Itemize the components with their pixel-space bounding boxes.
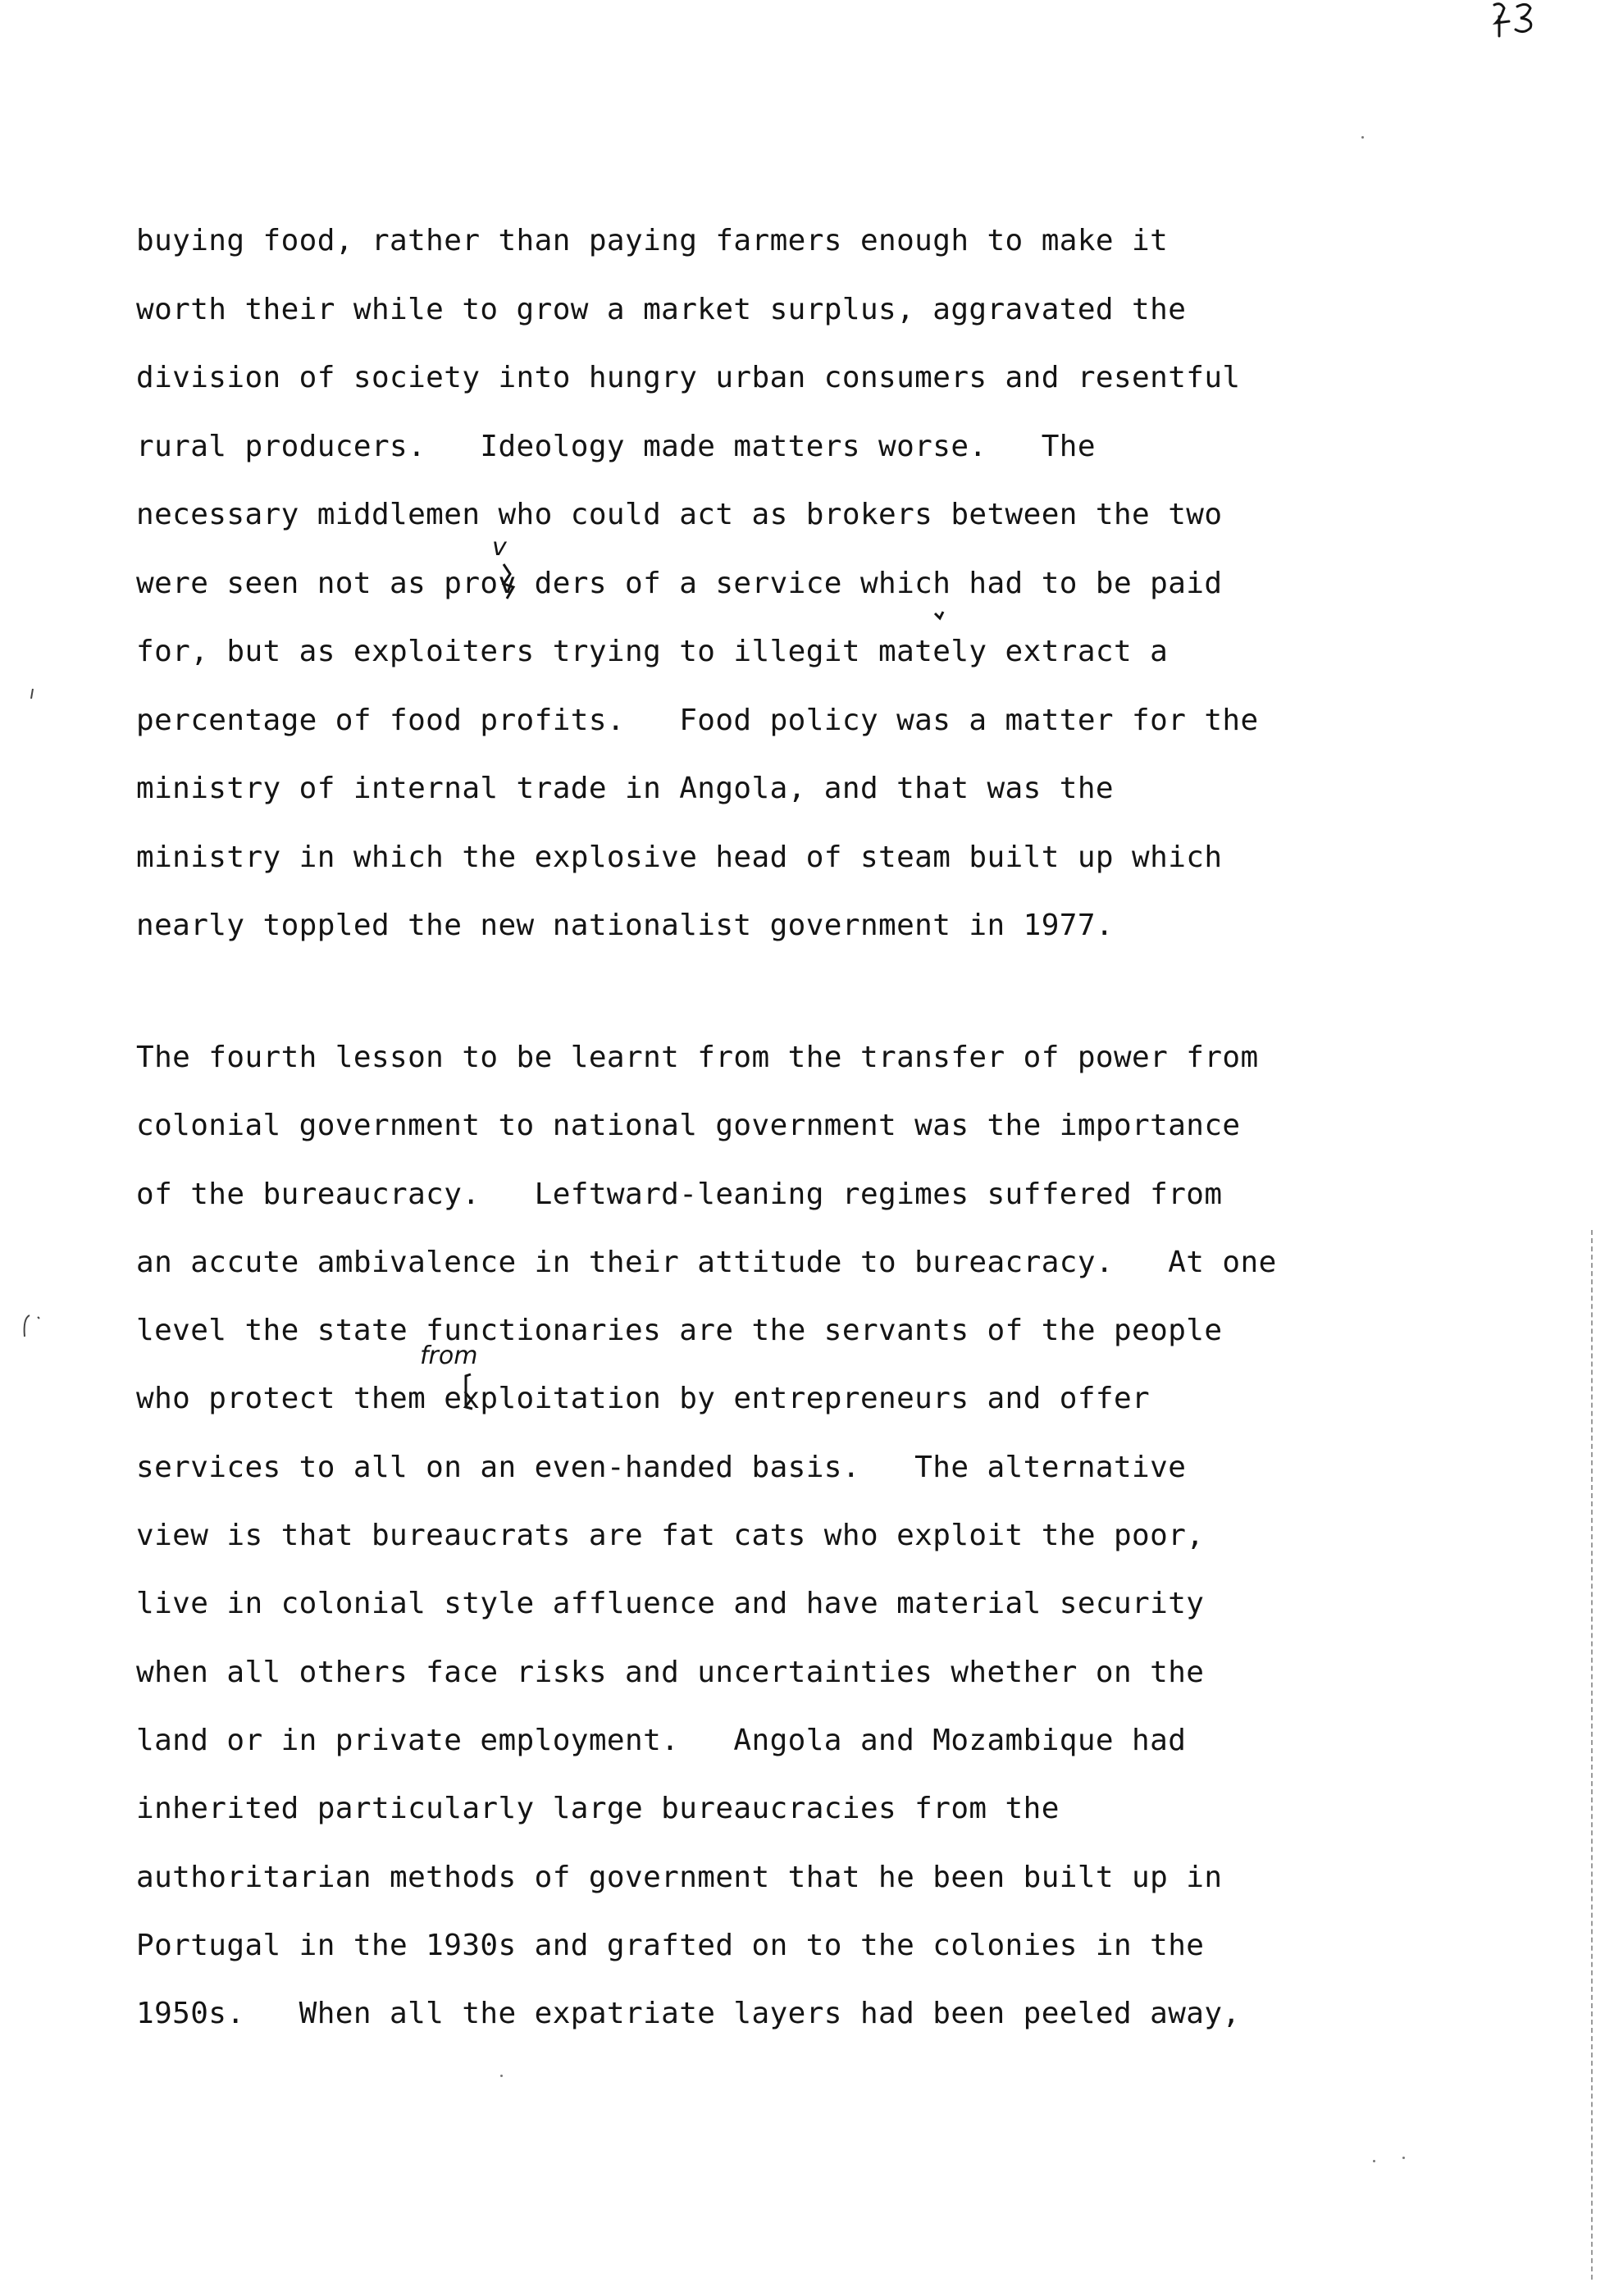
text-line: nearly toppled the new nationalist government in 1977. xyxy=(136,909,1114,942)
text-line: authoritarian methods of government that he been built up in xyxy=(136,1860,1223,1894)
text-line: rural producers. Ideology made matters worse. The xyxy=(136,429,1096,463)
text-line: for, but as exploiters trying to illegit mately extract a xyxy=(136,635,1169,668)
text-line: The fourth lesson to be learnt from the transfer of power from xyxy=(136,1041,1259,1074)
text-line: buying food, rather than paying farmers enough to make it xyxy=(136,224,1169,257)
text-line: level the state functionaries are the servants of the people xyxy=(136,1314,1223,1348)
margin-tick-mark xyxy=(28,687,36,704)
margin-bracket-mark xyxy=(18,1312,43,1342)
scan-speck xyxy=(1402,2157,1405,2159)
scan-edge-line xyxy=(1591,1230,1593,2280)
text-line: Portugal in the 1930s and grafted on to the colonies in the xyxy=(136,1928,1205,1962)
text-line: worth their while to grow a market surplus, aggravated the xyxy=(136,292,1187,326)
page-number-mark xyxy=(1476,0,1550,45)
scan-speck xyxy=(1361,136,1364,139)
scan-speck xyxy=(500,2075,503,2077)
text-line: who protect them exploitation by entrepreneurs and offer xyxy=(136,1382,1151,1416)
text-line: live in colonial style affluence and have material security xyxy=(136,1587,1205,1621)
insertion-bracket-mark xyxy=(459,1371,476,1412)
text-line: land or in private employment. Angola and Mozambique had xyxy=(136,1723,1187,1757)
text-line: were seen not as prov ders of a service which had to be paid xyxy=(136,566,1223,600)
scan-speck xyxy=(1373,2160,1375,2162)
text-line: when all others face risks and uncertainties whether on the xyxy=(136,1655,1205,1689)
text-line: ministry in which the explosive head of steam built up which xyxy=(136,840,1223,874)
text-line: of the bureaucracy. Leftward-leaning regimes suffered from xyxy=(136,1177,1223,1211)
paragraph-2 xyxy=(136,1033,1416,2057)
correction-tick xyxy=(932,607,948,623)
text-line: 1950s. When all the expatriate layers had been peeled away, xyxy=(136,1997,1241,2031)
text-line: colonial government to national government was the importance xyxy=(136,1109,1241,1143)
text-line: necessary middlemen who could act as brokers between the two xyxy=(136,498,1223,531)
caret-mark xyxy=(499,563,523,604)
text-line: services to all on an even-handed basis. The alternative xyxy=(136,1450,1187,1484)
paragraph-1 xyxy=(136,216,1416,970)
text-line: ministry of internal trade in Angola, and that was the xyxy=(136,772,1114,805)
text-line: an accute ambivalence in their attitude to bureacracy. At one xyxy=(136,1245,1277,1279)
handwritten-insert-from: from xyxy=(420,1342,478,1370)
text-line: inherited particularly large bureaucracies from the xyxy=(136,1792,1060,1826)
handwritten-insert-v: v xyxy=(492,533,507,562)
text-line: division of society into hungry urban consumers and resentful xyxy=(136,361,1241,394)
text-line: percentage of food profits. Food policy was a matter for the xyxy=(136,703,1259,737)
text-line: view is that bureaucrats are fat cats who exploit the poor, xyxy=(136,1519,1205,1553)
